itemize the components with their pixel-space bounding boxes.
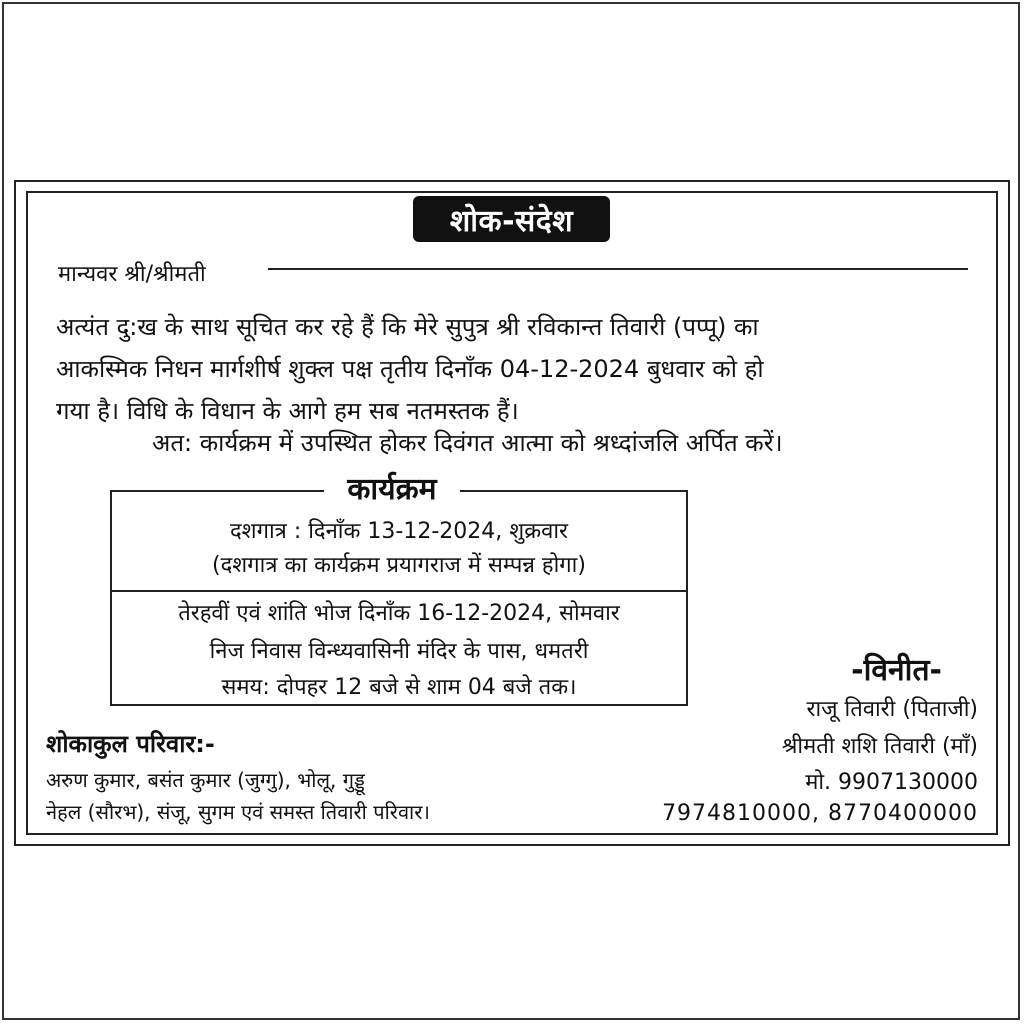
signatory-father: राजू तिवारी (पिताजी) [806,697,978,722]
family-line-1: अरुण कुमार, बसंत कुमार (जुग्गु), भोलू, गुड्डू [46,768,365,792]
body-line-2: आकस्मिक निधन मार्गशीर्ष शुक्ल पक्ष तृतीय दिनाँक 04-12-2024 बुधवार को हो [56,355,764,383]
terahvi-time: समय: दोपहर 12 बजे से शाम 04 बजे तक। [221,675,577,700]
program-divider [110,590,688,592]
terahvi-venue: निज निवास विन्ध्यवासिनी मंदिर के पास, धमतरी [209,639,589,664]
signatory-mother: श्रीमती शशि तिवारी (माँ) [781,734,978,759]
dashgatra-venue: (दशगात्र का कार्यक्रम प्रयागराज में सम्पन्न होगा) [212,553,586,578]
salutation: मान्यवर श्री/श्रीमती [58,262,206,287]
salutation-blank-line [268,268,968,270]
dashgatra-date: दशगात्र : दिनाँक 13-12-2024, शुक्रवार [229,519,569,544]
family-heading: शोकाकुल परिवार:- [46,730,215,758]
body-line-4: अत: कार्यक्रम में उपस्थित होकर दिवंगत आत्मा को श्रध्दांजलि अर्पित करें। [152,429,783,457]
notice-title: शोक-संदेश [413,196,610,242]
body-line-3: गया है। विधि के विधान के आगे हम सब नतमस्तक हैं। [56,397,519,425]
signatory-phone-1: मो. 9907130000 [805,770,978,795]
family-line-2: नेहल (सौरभ), संजू, सुगम एवं समस्त तिवारी परिवार। [46,800,431,824]
signatory-phone-2: 7974810000, 8770400000 [662,801,978,826]
program-heading: कार्यक्रम [324,470,460,510]
signatory-heading: -विनीत- [851,653,942,688]
terahvi-date: तेरहवीं एवं शांति भोज दिनाँक 16-12-2024, सोमवार [178,601,620,626]
body-line-1: अत्यंत दु:ख के साथ सूचित कर रहे हैं कि मेरे सुपुत्र श्री रविकान्त तिवारी (पप्पू) का [56,313,759,341]
